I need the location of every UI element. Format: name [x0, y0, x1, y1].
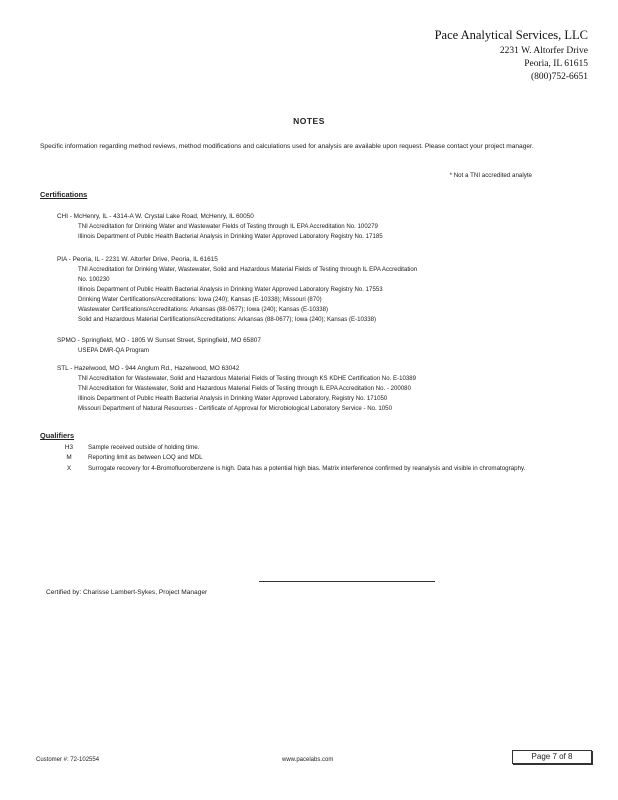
company-address-street: 2231 W. Altorfer Drive [499, 46, 588, 56]
intro-paragraph: Specific information regarding method reviews, method modifications and calculations used for analysis are available upon request. Please contact your project manager. [40, 143, 534, 150]
lab-stl-line: Missouri Department of Natural Resources - Certificate of Approval for Microbiological Laboratory Service - No. 1050 [78, 405, 392, 412]
lab-chi-header: CHI - McHenry, IL - 4314-A W. Crystal Lake Road, McHenry, IL 60050 [57, 213, 254, 220]
qualifier-code: H3 [64, 444, 74, 451]
customer-number: Customer #: 72-102554 [36, 757, 100, 763]
nelac-note: * Not a TNI accredited analyte [449, 172, 532, 179]
company-phone: (800)752-6651 [531, 72, 588, 82]
lab-stl-line: TNI Accreditation for Wastewater, Solid and Hazardous Material Fields of Testing through KS KDHE Certification No. E-10389 [78, 375, 417, 382]
qualifier-code: M [66, 454, 72, 461]
signature-line [259, 581, 435, 582]
company-name: Pace Analytical Services, LLC [434, 28, 588, 42]
page-title: NOTES [293, 116, 325, 126]
qualifiers-heading: Qualifiers [40, 431, 75, 440]
qualifier-description: Reporting limit as between LOQ and MDL [88, 454, 203, 461]
lab-stl-line: Illinois Department of Public Health Bacterial Analysis in Drinking Water Approved Laboratory, Registry No. 171050 [78, 395, 388, 402]
lab-pia-line: Solid and Hazardous Material Certifications/Accreditations: Arkansas (88-0677); Iowa (240); Kansas (E-10338) [78, 316, 377, 323]
certified-by: Certified by: Charisse Lambert-Sykes, Project Manager [46, 589, 208, 596]
page-number: Page 7 of 8 [512, 750, 592, 764]
lab-pia-line: TNI Accreditation for Drinking Water, Wastewater, Solid and Hazardous Material Fields of Testing through IL EPA Accreditation [78, 266, 418, 273]
lab-pia-line: Wastewater Certifications/Accreditations: Arkansas (88-0677); Iowa (240); Kansas (E-10338) [78, 306, 329, 313]
qualifier-code: X [66, 465, 72, 472]
website-link[interactable]: www.pacelabs.com [282, 757, 334, 763]
lab-pia-line: Illinois Department of Public Health Bacterial Analysis in Drinking Water Approved Laboratory Registry No. 17553 [78, 286, 383, 293]
lab-spmo-header: SPMO - Springfield, MO - 1805 W Sunset Street, Springfield, MO 65807 [57, 337, 261, 344]
certifications-heading: Certifications [40, 190, 88, 199]
qualifier-description: Surrogate recovery for 4-Bromofluorobenzene is high. Data has a potential high bias. Matrix interference confirmed by reanalysis and visible in chromatography. [88, 465, 526, 472]
lab-spmo-line: USEPA DMR-QA Program [78, 347, 149, 354]
lab-chi-line: Illinois Department of Public Health Bacterial Analysis in Drinking Water Approved Laboratory Registry No. 17185 [78, 233, 383, 240]
lab-pia-line: Drinking Water Certifications/Accreditations: Iowa (240); Kansas (E-10338); Missouri (870) [78, 296, 322, 303]
qualifier-description: Sample received outside of holding time. [88, 444, 200, 451]
lab-stl-line: TNI Accreditation for Wastewater, Solid and Hazardous Material Fields of Testing through IL EPA Accreditation No. - 200080 [78, 385, 411, 392]
lab-pia-header: PIA - Peoria, IL - 2231 W. Altorfer Drive, Peoria, IL 61615 [57, 256, 218, 263]
lab-pia-line: No. 100230 [78, 276, 110, 283]
lab-chi-line: TNI Accreditation for Drinking Water and Wastewater Fields of Testing through IL EPA Accreditation No. 100279 [78, 223, 378, 230]
lab-stl-header: STL - Hazelwood, MO - 944 Anglum Rd., Hazelwood, MO 63042 [57, 365, 240, 372]
company-address-city: Peoria, IL 61615 [524, 59, 588, 69]
